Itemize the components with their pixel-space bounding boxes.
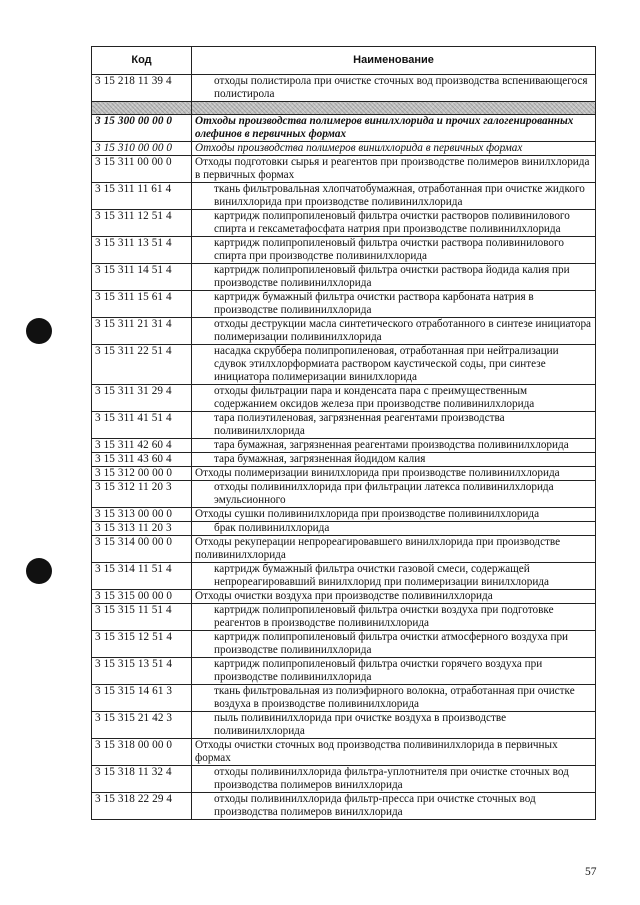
table-row (92, 508, 596, 522)
code-cell: 3 15 218 11 39 4 (92, 75, 192, 102)
code-cell: 3 15 311 22 51 4 (92, 345, 192, 385)
name-cell: ткань фильтровальная из полиэфирного волокна, отработанная при очистке воздуха в производстве поливинилхлорида (192, 685, 596, 712)
table-row (92, 142, 596, 156)
code-cell: 3 15 314 11 51 4 (92, 563, 192, 590)
name-cell: картридж полипропиленовый фильтра очистки растворов поливинилового спирта и гексаметафосфата натрия при производстве поливинилхлорида (192, 210, 596, 237)
code-cell: 3 15 315 12 51 4 (92, 631, 192, 658)
table-row (92, 412, 596, 439)
code-cell: 3 15 314 00 00 0 (92, 536, 192, 563)
code-cell: 3 15 318 00 00 0 (92, 739, 192, 766)
table-row (92, 291, 596, 318)
name-cell: картридж полипропиленовый фильтра очистки воздуха при подготовке реагентов в производстве поливинилхлорида (192, 604, 596, 631)
name-cell: пыль поливинилхлорида при очистке воздуха в производстве поливинилхлорида (192, 712, 596, 739)
table-row (92, 604, 596, 631)
name-cell: насадка скруббера полипропиленовая, отработанная при нейтрализации сдувок этилхлорформиата раствором каустической соды, при синтезе инициатора полимеризации винилхлорида (192, 345, 596, 385)
name-cell: Отходы производства полимеров винилхлорида в первичных формах (192, 142, 596, 156)
table-row (92, 183, 596, 210)
code-cell: 3 15 312 00 00 0 (92, 467, 192, 481)
name-cell: отходы поливинилхлорида фильтра-уплотнителя при очистке сточных вод производства полимеров винилхлорида (192, 766, 596, 793)
table-row (92, 318, 596, 345)
code-cell: 3 15 311 15 61 4 (92, 291, 192, 318)
page-number: 57 (585, 866, 597, 878)
code-cell: 3 15 313 11 20 3 (92, 522, 192, 536)
name-cell: Отходы очистки сточных вод производства поливинилхлорида в первичных формах (192, 739, 596, 766)
table-row (92, 75, 596, 102)
table-row (92, 264, 596, 291)
table-row (92, 766, 596, 793)
code-cell: 3 15 300 00 00 0 (92, 115, 192, 142)
name-cell: Отходы производства полимеров винилхлорида и прочих галогенированных олефинов в первичных формах (192, 115, 596, 142)
code-cell (92, 102, 192, 115)
name-cell: картридж полипропиленовый фильтра очистки горячего воздуха при производстве поливинилхлорида (192, 658, 596, 685)
table-row (92, 712, 596, 739)
punch-hole-top (26, 318, 52, 344)
code-cell: 3 15 311 31 29 4 (92, 385, 192, 412)
code-cell: 3 15 311 12 51 4 (92, 210, 192, 237)
name-cell: картридж полипропиленовый фильтра очистки раствора йодида калия при производстве поливинилхлорида (192, 264, 596, 291)
table-row (92, 481, 596, 508)
table-row (92, 631, 596, 658)
code-cell: 3 15 312 11 20 3 (92, 481, 192, 508)
name-cell: ткань фильтровальная хлопчатобумажная, отработанная при очистке жидкого винилхлорида при производстве поливинилхлорида (192, 183, 596, 210)
table-row (92, 237, 596, 264)
table-row (92, 156, 596, 183)
table-row (92, 590, 596, 604)
table-row (92, 439, 596, 453)
code-cell: 3 15 311 11 61 4 (92, 183, 192, 210)
column-header-name: Наименование (192, 47, 596, 75)
code-cell: 3 15 311 43 60 4 (92, 453, 192, 467)
table-header-row (92, 47, 596, 75)
table-row (92, 739, 596, 766)
table-row (92, 685, 596, 712)
code-cell: 3 15 311 13 51 4 (92, 237, 192, 264)
name-cell: Отходы очистки воздуха при производстве поливинилхлорида (192, 590, 596, 604)
name-cell: отходы поливинилхлорида при фильтрации латекса поливинилхлорида эмульсионного (192, 481, 596, 508)
code-cell: 3 15 315 00 00 0 (92, 590, 192, 604)
column-header-code: Код (92, 47, 192, 75)
waste-classification-table (91, 46, 596, 820)
table-row (92, 115, 596, 142)
name-cell: тара полиэтиленовая, загрязненная реагентами производства поливинилхлорида (192, 412, 596, 439)
table-row (92, 563, 596, 590)
name-cell: Отходы полимеризации винилхлорида при производстве поливинилхлорида (192, 467, 596, 481)
code-cell: 3 15 315 13 51 4 (92, 658, 192, 685)
code-cell: 3 15 315 11 51 4 (92, 604, 192, 631)
name-cell: отходы поливинилхлорида фильтр-пресса при очистке сточных вод производства полимеров винилхлорида (192, 793, 596, 820)
code-cell: 3 15 311 14 51 4 (92, 264, 192, 291)
code-cell: 3 15 315 14 61 3 (92, 685, 192, 712)
name-cell (192, 102, 596, 115)
code-cell: 3 15 311 00 00 0 (92, 156, 192, 183)
name-cell: брак поливинилхлорида (192, 522, 596, 536)
table-row (92, 210, 596, 237)
name-cell: Отходы подготовки сырья и реагентов при производстве полимеров винилхлорида в первичных формах (192, 156, 596, 183)
shaded-divider-row (92, 102, 596, 115)
name-cell: картридж полипропиленовый фильтра очистки атмосферного воздуха при производстве поливинилхлорида (192, 631, 596, 658)
code-cell: 3 15 313 00 00 0 (92, 508, 192, 522)
table-body (92, 75, 596, 820)
name-cell: отходы фильтрации пара и конденсата пара с преимущественным содержанием оксидов железа при производстве поливинилхлорида (192, 385, 596, 412)
code-cell: 3 15 311 41 51 4 (92, 412, 192, 439)
code-cell: 3 15 310 00 00 0 (92, 142, 192, 156)
name-cell: отходы полистирола при очистке сточных вод производства вспенивающегося полистирола (192, 75, 596, 102)
table-row (92, 345, 596, 385)
name-cell: тара бумажная, загрязненная йодидом калия (192, 453, 596, 467)
table-row (92, 793, 596, 820)
code-cell: 3 15 318 22 29 4 (92, 793, 192, 820)
name-cell: картридж бумажный фильтра очистки раствора карбоната натрия в производстве поливинилхлорида (192, 291, 596, 318)
name-cell: картридж бумажный фильтра очистки газовой смеси, содержащей непрореагировавший винилхлорид при полимеризации винилхлорида (192, 563, 596, 590)
punch-hole-bottom (26, 558, 52, 584)
code-cell: 3 15 311 42 60 4 (92, 439, 192, 453)
table-row (92, 467, 596, 481)
name-cell: Отходы сушки поливинилхлорида при производстве поливинилхлорида (192, 508, 596, 522)
table-row (92, 658, 596, 685)
name-cell: отходы деструкции масла синтетического отработанного в синтезе инициатора полимеризации поливинилхлорида (192, 318, 596, 345)
code-cell: 3 15 315 21 42 3 (92, 712, 192, 739)
name-cell: тара бумажная, загрязненная реагентами производства поливинилхлорида (192, 439, 596, 453)
table-row (92, 536, 596, 563)
name-cell: картридж полипропиленовый фильтра очистки раствора поливинилового спирта при производстве поливинилхлорида (192, 237, 596, 264)
table-row (92, 522, 596, 536)
name-cell: Отходы рекуперации непрореагировавшего винилхлорида при производстве поливинилхлорида (192, 536, 596, 563)
table-row (92, 385, 596, 412)
code-cell: 3 15 318 11 32 4 (92, 766, 192, 793)
code-cell: 3 15 311 21 31 4 (92, 318, 192, 345)
table-row (92, 453, 596, 467)
